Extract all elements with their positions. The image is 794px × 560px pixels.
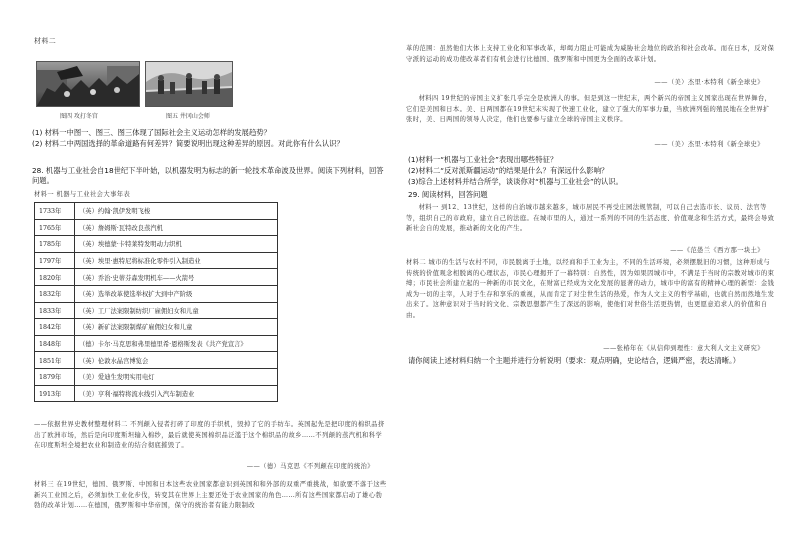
photo-5-image xyxy=(146,62,232,106)
event-year: 1851年 xyxy=(35,352,75,369)
right-column xyxy=(406,0,776,560)
event-year: 1797年 xyxy=(35,252,75,269)
event-year: 1842年 xyxy=(35,319,75,336)
material-4-text: 材料四 19世纪的帝国主义扩张几乎完全是欧洲人的事。但是到这一世纪末，两个新兴的帝国主义国家出现在世界舞台，它们是美国和日本。美、日两国都在19世纪末实现了快速工业化，建立了强大的军事力量，当欧洲列强的殖民地在全世界扩张时，美、日两国的领导人决定，他们也要参与建立全球的帝国主义秩序。 xyxy=(406,95,772,124)
events-table-row xyxy=(35,203,278,220)
photo-5-caption: 图五 井冈山会师 xyxy=(166,113,210,120)
question-28-intro: 28. 机器与工业社会自18世纪下半叶始，以机器发明为标志的新一轮技术革命波及世界。阅读下列材料，回答问题。 xyxy=(32,166,384,186)
event-description: （美）爱迪生发明实用电灯 xyxy=(75,368,278,385)
events-table-row xyxy=(35,352,278,369)
event-description: （英）约翰·凯伊发明飞梭 xyxy=(75,203,278,220)
question-29-task: 请你阅读上述材料归纳一个主题并进行分析说明（要求：观点明确，史论结合，逻辑严密，表达清晰。） xyxy=(408,356,741,365)
event-year: 1785年 xyxy=(35,236,75,253)
events-table-row xyxy=(35,302,278,319)
photo-4-caption: 图四 攻打冬宫 xyxy=(60,113,98,120)
events-table-row xyxy=(35,285,278,302)
events-table-row xyxy=(35,252,278,269)
event-description: （英）乔治·史蒂芬森发明机车——火箭号 xyxy=(75,269,278,286)
event-description: （英）伦敦水晶宫博览会 xyxy=(75,352,278,369)
q29-material-1-source: ——《范愚兰《西方那一块土》 xyxy=(670,247,764,254)
question-28-1: (1)材料一“机器与工业社会”表现出哪些特征？ xyxy=(408,155,558,164)
event-year: 1733年 xyxy=(35,203,75,220)
event-year: 1833年 xyxy=(35,302,75,319)
event-description: （英）工厂法案限制纺织厂雇佣妇女和儿童 xyxy=(75,302,278,319)
question-28-3: (3)综合上述材料并结合所学，谈谈你对“机器与工业社会”的认识。 xyxy=(408,177,623,186)
events-table-row xyxy=(35,385,278,402)
q29-material-2-text: 材料二 城市的生活与农村不同，市民脱离于土地，以经商和手工业为主，不同的生活环境，必须摆脱旧的习惯，这种形成与传统的价值观念相脱离的心理状态，市民心理揭开了一幕特别：自然性，因为如果因城市中，不满足于当时的宗教对城市的束缚；市民社会所建立起的一种新的市民文化，在财富已经成为文化发展的显著的动力，城市中的富有的精神心理的新型：金钱成为一切的主宰，人对于生存和享乐的重视，从而肯定了对尘世生活的热爱，作为人文主义的哲学基础，也就自然而然地生发出来了。这种意识对于当时的文化、宗教思想都产生了深远的影响，使他们对世俗生活更热情，也更愿意追求人的价值和自由。 xyxy=(406,259,775,319)
event-year: 1848年 xyxy=(35,335,75,352)
event-year: 1879年 xyxy=(35,368,75,385)
q29-material-1-text: 材料一 到12、13世纪，这样的自治城市越来越多，城市居民不再受庄园法规管制，可以自己去选市长、议员、法官等等，组织自己的市政府，建立自己的法庭。在城市里的人，通过一系列的不同的生活态度、价值观念和生活方式，最终会导致新社会自的发展，推动新的文化的产生。 xyxy=(406,204,775,233)
event-year: 1913年 xyxy=(35,385,75,402)
left-column xyxy=(28,0,388,560)
material-2-source: ——（德）马克思《不列颠在印度的统治》 xyxy=(246,463,374,470)
material-3-continued: 革的范围：虽然他们大体上支持工业化和军事改革，却竭力阻止可能成为威胁社会地位的政治和社会改革。而在日本，反对保守派的运动的成功使改革者们有机会进行比德国、俄罗斯和中国更为全面的改革计划。 xyxy=(406,45,775,63)
photo-4-image xyxy=(37,62,139,106)
material-2-label: 材料二 xyxy=(34,37,57,45)
event-year: 1820年 xyxy=(35,269,75,286)
q29-material-2-source: ——张椿年在《从信仰到理性：意大利人文主义研究》 xyxy=(603,345,764,352)
question-29-intro: 29. 阅读材料，回答问题 xyxy=(408,190,488,199)
event-description: （英）新矿法案限制煤矿雇佣妇女和儿童 xyxy=(75,319,278,336)
material-3-text: 材料三 在19世纪，德国、俄罗斯、中国和日本这些农业国家都意识到英国和和外部的双重严重挑战，如欲要不落于这些新兴工业国之后，必须加快工业化步伐，转变其在世界上主要还处于农业国家的角色……所有这些国家都启动了雄心勃勃的改革计划……在德国，俄罗斯和中华帝国，保守的统治者有能力限制改 xyxy=(34,481,387,510)
event-year: 1832年 xyxy=(35,285,75,302)
question-27-2: (2) 材料二中两国选择的革命道路有何差异？简要说明出现这种差异的原因。对此你有什么认识？ xyxy=(32,139,344,148)
event-description: （英）选举改革使选举权扩大到中产阶级 xyxy=(75,285,278,302)
photo-storming-winter-palace xyxy=(36,61,140,107)
material-3-source: ——（美）杰里·本特利《新全球史》 xyxy=(654,79,764,86)
event-description: （英）埃德蒙·卡特莱特发明动力织机 xyxy=(75,236,278,253)
events-table-row xyxy=(35,236,278,253)
question-28-2: (2)材料二“反对派斯疆运动”的结果是什么？有深远什么影响？ xyxy=(408,166,609,175)
event-description: （英）埃里·惠特尼将标准化零件引入制造业 xyxy=(75,252,278,269)
photo-jinggangshan-meeting xyxy=(145,61,233,107)
event-description: （德）卡尔·马克思和弗里德里希·恩格斯发表《共产党宣言》 xyxy=(75,335,278,352)
event-year: 1765年 xyxy=(35,219,75,236)
events-table-row xyxy=(35,368,278,385)
events-table-row xyxy=(35,269,278,286)
material-4-source: ——（美）杰里·本特利《新全球史》 xyxy=(654,141,764,148)
events-table-row xyxy=(35,335,278,352)
events-table xyxy=(34,202,278,402)
events-table-row xyxy=(35,319,278,336)
question-27-1: (1) 材料一中图一、图三、图三体现了国际社会主义运动怎样的发展趋势？ xyxy=(32,128,271,137)
events-table-row xyxy=(35,219,278,236)
material-2-text: ——依据世界史教材整理材料二 不列颠入侵者打碎了印度的手织机，毁掉了它的手纺车。英国起先是把印度的棉织品挤出了欧洲市场，然后是向印度斯坦输入棉纱，最后就使英国棉织品泛滥于这个棉织品的故乡……不列颠的蒸汽机和科学在印度斯坦全境把农业和制造业的结合彻底摧毁了。 xyxy=(34,421,385,450)
event-description: （英）詹姆斯·瓦特改良蒸汽机 xyxy=(75,219,278,236)
event-description: （美）亨利·福特将流水线引入汽车制造业 xyxy=(75,385,278,402)
material-1-title: 材料一 机器与工业社会大事年表 xyxy=(34,191,131,198)
